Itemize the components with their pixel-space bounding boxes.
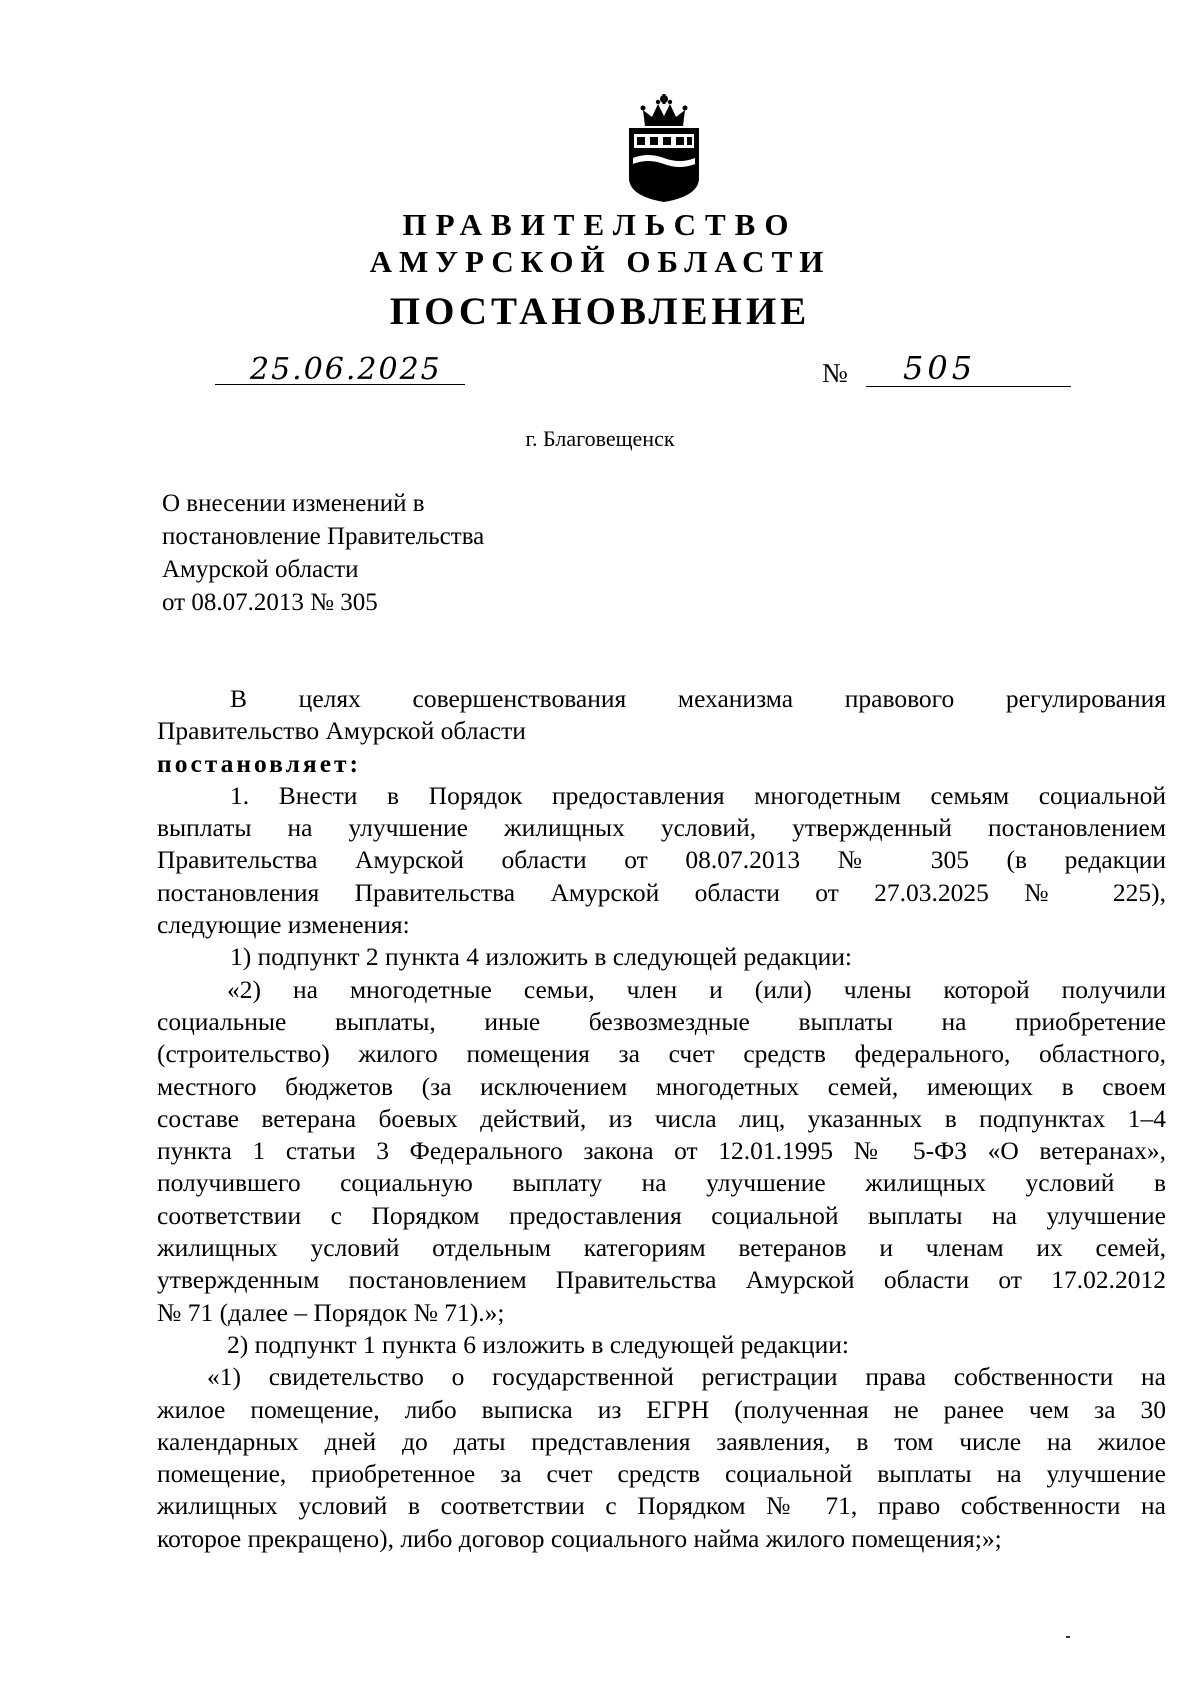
body-line: календарных дней до даты представления заявления, в том числе на жилое: [157, 1426, 1166, 1456]
body-line: Правительство Амурской области: [157, 716, 526, 746]
number-underline: [866, 386, 1071, 387]
decree-word: постановляет:: [157, 748, 362, 778]
document-type-title: ПОСТАНОВЛЕНИЕ: [389, 290, 811, 333]
subject-line: Амурской области: [162, 556, 359, 583]
body-line: социальные выплаты, иные безвозмездные выплаты на приобретение: [157, 1006, 1166, 1036]
scan-speck: [1066, 1636, 1070, 1638]
body-line: жилищных условий отдельным категориям ветеранов и членам их семей,: [157, 1233, 1166, 1263]
body-line: которое прекращено), либо договор социального найма жилого помещения;»;: [157, 1523, 1002, 1553]
document-body: [157, 683, 1166, 1555]
date-underline: [215, 384, 465, 385]
city-name: г. Благовещенск: [525, 426, 675, 451]
body-line: № 71 (далее – Порядок № 71).»;: [157, 1297, 505, 1327]
subject-line: О внесении изменений в: [162, 490, 425, 517]
body-line: составе ветерана боевых действий, из числа лиц, указанных в подпунктах 1–4: [157, 1103, 1166, 1133]
body-line: «1) свидетельство о государственной регистрации права собственности на: [207, 1362, 1166, 1392]
body-line: 2) подпункт 1 пункта 6 изложить в следующей редакции:: [227, 1329, 849, 1359]
body-line: 1) подпункт 2 пункта 4 изложить в следующей редакции:: [230, 942, 852, 972]
subject-line: от 08.07.2013 № 305: [162, 589, 378, 616]
organization-name-line2: АМУРСКОЙ ОБЛАСТИ: [369, 244, 831, 279]
body-line: соответствии с Порядком предоставления социальной выплаты на улучшение: [157, 1200, 1166, 1230]
body-line: постановления Правительства Амурской области от 27.03.2025 № 225),: [157, 877, 1166, 907]
body-line: 1. Внести в Порядок предоставления многодетным семьям социальной: [230, 780, 1166, 810]
body-line: (строительство) жилого помещения за счет средств федерального, областного,: [157, 1039, 1166, 1069]
body-line: Правительства Амурской области от 08.07.2013 № 305 (в редакции: [157, 845, 1166, 875]
document-subject: [162, 487, 484, 619]
body-line: пункта 1 статьи 3 Федерального закона от 12.01.1995 № 5-ФЗ «О ветеранах»,: [157, 1136, 1166, 1166]
body-line: следующие изменения:: [157, 910, 410, 940]
body-line: помещение, приобретенное за счет средств социальной выплаты на улучшение: [157, 1459, 1166, 1489]
body-line: получившего социальную выплату на улучшение жилищных условий в: [157, 1168, 1166, 1198]
body-line: жилое помещение, либо выписка из ЕГРН (полученная не ранее чем за 30: [157, 1394, 1166, 1424]
document-number: 505: [903, 349, 977, 387]
organization-name-line1: ПРАВИТЕЛЬСТВО: [402, 207, 798, 242]
body-line: утвержденным постановлением Правительства Амурской области от 17.02.2012: [157, 1265, 1166, 1295]
number-sign: №: [822, 358, 848, 388]
body-line: выплаты на улучшение жилищных условий, утвержденный постановлением: [157, 813, 1166, 843]
body-line: «2) на многодетные семьи, член и (или) члены которой получили: [227, 974, 1166, 1004]
subject-line: постановление Правительства: [162, 523, 485, 550]
body-line: местного бюджетов (за исключением многодетных семей, имеющих в своем: [157, 1071, 1166, 1101]
coat-of-arms-icon: [623, 92, 705, 204]
document-date: 25.06.2025: [250, 352, 442, 387]
body-line: В целях совершенствования механизма правового регулирования: [230, 684, 1166, 713]
body-line: жилищных условий в соответствии с Порядком № 71, право собственности на: [157, 1491, 1166, 1521]
